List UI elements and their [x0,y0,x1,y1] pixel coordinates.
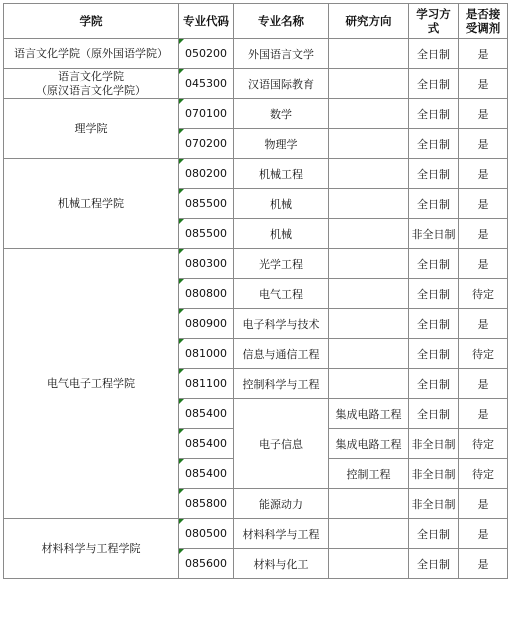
major-cell: 机械 [234,189,329,219]
adjust-cell: 是 [459,39,508,69]
direction-cell: 集成电路工程 [329,429,409,459]
adjust-cell: 是 [459,309,508,339]
adjust-cell: 是 [459,519,508,549]
mode-cell: 全日制 [409,189,459,219]
header-adjust: 是否接受调剂 [459,4,508,39]
adjust-cell: 待定 [459,279,508,309]
major-cell: 信息与通信工程 [234,339,329,369]
college-cell: 理学院 [4,99,179,159]
code-cell: 080300 [179,249,234,279]
code-cell: 085400 [179,399,234,429]
code-cell: 070100 [179,99,234,129]
code-cell: 085500 [179,219,234,249]
code-cell: 085800 [179,489,234,519]
major-cell: 能源动力 [234,489,329,519]
adjust-cell: 是 [459,489,508,519]
college-name-line2: （原汉语言文化学院） [36,83,146,97]
direction-cell [329,309,409,339]
direction-cell [329,489,409,519]
code-cell: 085400 [179,459,234,489]
adjust-cell: 待定 [459,339,508,369]
direction-cell: 控制工程 [329,459,409,489]
college-cell: 材料科学与工程学院 [4,519,179,579]
header-code: 专业代码 [179,4,234,39]
mode-cell: 全日制 [409,519,459,549]
adjust-cell: 是 [459,219,508,249]
direction-cell [329,549,409,579]
major-cell: 材料科学与工程 [234,519,329,549]
major-cell: 控制科学与工程 [234,369,329,399]
direction-cell [329,249,409,279]
direction-cell [329,159,409,189]
direction-cell [329,219,409,249]
mode-cell: 非全日制 [409,459,459,489]
header-college: 学院 [4,4,179,39]
direction-cell [329,519,409,549]
direction-cell [329,279,409,309]
adjust-cell: 待定 [459,459,508,489]
adjust-cell: 是 [459,189,508,219]
college-cell [4,69,179,99]
header-mode: 学习方式 [409,4,459,39]
mode-cell: 全日制 [409,399,459,429]
adjust-cell: 待定 [459,429,508,459]
adjust-cell: 是 [459,129,508,159]
table-row [4,69,508,99]
mode-cell: 全日制 [409,159,459,189]
adjust-cell: 是 [459,249,508,279]
major-cell: 电子信息 [234,399,329,489]
mode-cell: 非全日制 [409,429,459,459]
major-cell: 机械工程 [234,159,329,189]
direction-cell [329,69,409,99]
direction-cell [329,99,409,129]
major-cell: 物理学 [234,129,329,159]
mode-cell: 全日制 [409,369,459,399]
code-cell: 080200 [179,159,234,189]
major-cell: 汉语国际教育 [234,69,329,99]
header-row [4,4,508,39]
code-cell: 050200 [179,39,234,69]
direction-cell [329,39,409,69]
code-cell: 081100 [179,369,234,399]
adjust-cell: 是 [459,369,508,399]
mode-cell: 全日制 [409,39,459,69]
major-cell: 电子科学与技术 [234,309,329,339]
major-cell: 电气工程 [234,279,329,309]
mode-cell: 非全日制 [409,489,459,519]
mode-cell: 全日制 [409,249,459,279]
table-row [4,99,508,129]
code-cell: 045300 [179,69,234,99]
mode-cell: 全日制 [409,69,459,99]
major-cell: 光学工程 [234,249,329,279]
admissions-table [3,3,508,579]
header-major: 专业名称 [234,4,329,39]
college-cell: 机械工程学院 [4,159,179,249]
mode-cell: 全日制 [409,549,459,579]
major-cell: 外国语言文学 [234,39,329,69]
direction-cell [329,129,409,159]
adjust-cell: 是 [459,99,508,129]
code-cell: 080500 [179,519,234,549]
mode-cell: 全日制 [409,99,459,129]
code-cell: 085600 [179,549,234,579]
table-row [4,519,508,549]
mode-cell: 全日制 [409,129,459,159]
college-cell: 语言文化学院（原外国语学院） [4,39,179,69]
direction-cell: 集成电路工程 [329,399,409,429]
code-cell: 085400 [179,429,234,459]
major-cell: 材料与化工 [234,549,329,579]
direction-cell [329,189,409,219]
mode-cell: 非全日制 [409,219,459,249]
table-row [4,159,508,189]
code-cell: 085500 [179,189,234,219]
adjust-cell: 是 [459,69,508,99]
mode-cell: 全日制 [409,309,459,339]
direction-cell [329,369,409,399]
code-cell: 080900 [179,309,234,339]
college-cell: 电气电子工程学院 [4,249,179,519]
table-row [4,39,508,69]
code-cell: 070200 [179,129,234,159]
major-cell: 数学 [234,99,329,129]
adjust-cell: 是 [459,399,508,429]
code-cell: 080800 [179,279,234,309]
adjust-cell: 是 [459,159,508,189]
college-name-line1: 语言文化学院 [58,69,124,83]
direction-cell [329,339,409,369]
adjust-cell: 是 [459,549,508,579]
mode-cell: 全日制 [409,339,459,369]
mode-cell: 全日制 [409,279,459,309]
code-cell: 081000 [179,339,234,369]
header-direction: 研究方向 [329,4,409,39]
major-cell: 机械 [234,219,329,249]
table-row [4,249,508,279]
